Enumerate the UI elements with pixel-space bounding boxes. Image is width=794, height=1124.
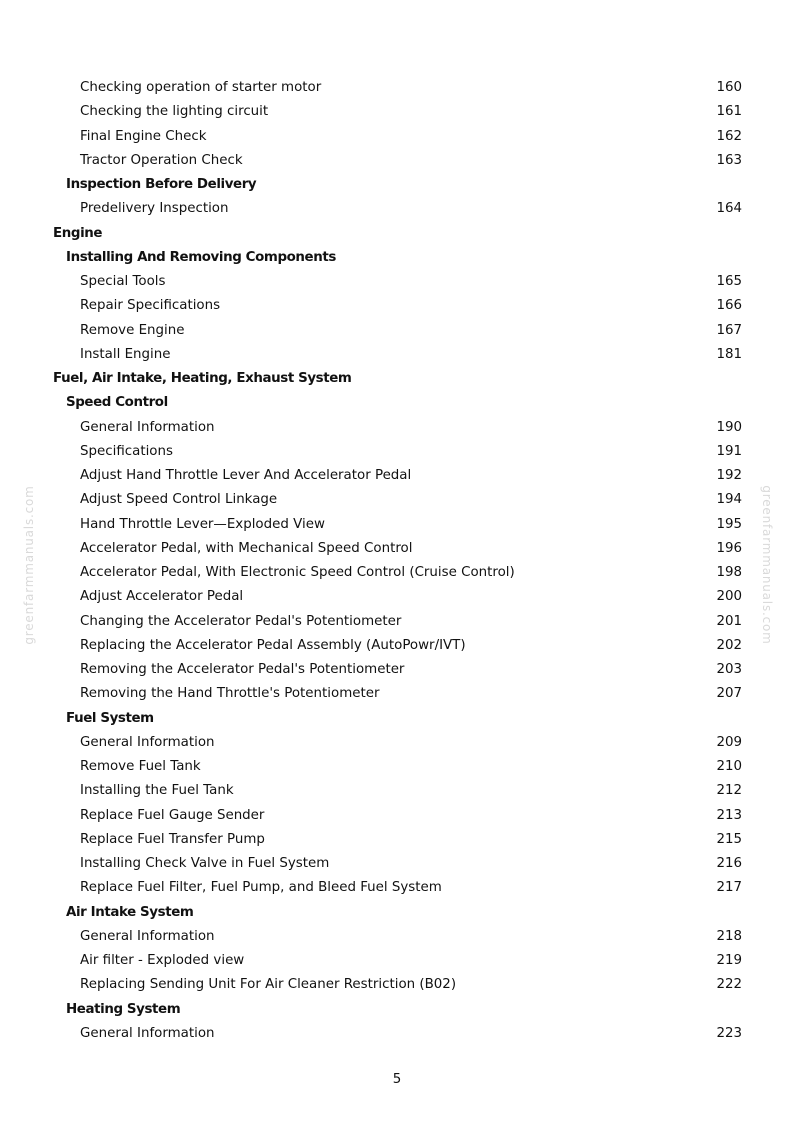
toc-entry-title: General Information (80, 734, 215, 750)
toc-entry-link[interactable] (0, 1022, 794, 1046)
toc-entry-page-number: 163 (716, 152, 742, 168)
toc-entry-page-number: 213 (716, 807, 742, 823)
toc-section-heading (0, 901, 794, 925)
toc-entry-link[interactable] (0, 658, 794, 682)
toc-entry-page-number: 191 (716, 443, 742, 459)
toc-entry-link[interactable] (0, 76, 794, 100)
toc-entry-page-number: 181 (716, 346, 742, 362)
toc-entry-title: Hand Throttle Lever—Exploded View (80, 516, 325, 532)
toc-entry-page-number: 203 (716, 662, 742, 677)
toc-entry-title: Air filter - Exploded view (80, 953, 245, 968)
toc-entry-page-number: 167 (716, 322, 742, 338)
toc-entry-link[interactable] (0, 610, 794, 634)
toc-entry-title: Replacing Sending Unit For Air Cleaner Restriction (B02) (80, 977, 457, 993)
toc-entry-link[interactable] (0, 561, 794, 585)
toc-entry-page-number: 160 (716, 80, 742, 95)
toc-entry-link[interactable] (0, 755, 794, 779)
toc-entry-title: General Information (80, 928, 215, 944)
toc-entry-page-number: 217 (716, 880, 742, 896)
toc-section-heading (0, 173, 794, 197)
toc-entry-title: General Information (80, 1025, 215, 1041)
toc-entry-title: Heating System (66, 1001, 181, 1017)
toc-entry-link[interactable] (0, 440, 794, 464)
toc-entry-title: Replace Fuel Transfer Pump (80, 831, 265, 847)
toc-entry-page-number: 215 (716, 831, 742, 847)
toc-entry-page-number: 195 (716, 516, 742, 532)
toc-entry-link[interactable] (0, 779, 794, 803)
toc-entry-title: Air Intake System (66, 904, 194, 920)
toc-chapter-heading (0, 222, 794, 246)
toc-chapter-heading (0, 367, 794, 391)
toc-entry-link[interactable] (0, 488, 794, 512)
watermark-left: greenfarmmanuals.com (22, 485, 36, 645)
toc-entry-title: Speed Control (66, 395, 168, 411)
toc-entry-title: Removing the Accelerator Pedal's Potentiometer (80, 662, 405, 677)
toc-entry-title: Repair Specifications (80, 298, 221, 314)
toc-section-heading (0, 246, 794, 270)
toc-entry-page-number: 165 (716, 274, 742, 289)
toc-entry-page-number: 192 (716, 468, 742, 483)
toc-entry-title: Tractor Operation Check (80, 152, 243, 168)
toc-entry-page-number: 198 (716, 565, 742, 580)
toc-entry-page-number: 196 (716, 540, 742, 556)
toc-entry-link[interactable] (0, 343, 794, 367)
toc-entry-page-number: 201 (716, 613, 742, 629)
toc-entry-page-number: 212 (716, 783, 742, 799)
toc-entry-page-number: 219 (716, 953, 742, 968)
toc-entry-link[interactable] (0, 682, 794, 706)
toc-entry-page-number: 161 (716, 104, 742, 120)
toc-entry-title: Removing the Hand Throttle's Potentiometer (80, 686, 380, 702)
toc-entry-title: Changing the Accelerator Pedal's Potentiometer (80, 613, 402, 629)
toc-entry-title: Fuel System (66, 710, 154, 726)
toc-entry-title: Installing the Fuel Tank (80, 783, 234, 799)
toc-entry-title: Final Engine Check (80, 128, 207, 144)
toc-entry-link[interactable] (0, 100, 794, 124)
toc-entry-title: Replace Fuel Gauge Sender (80, 807, 265, 823)
toc-entry-title: Remove Fuel Tank (80, 759, 201, 774)
toc-entry-title: Adjust Hand Throttle Lever And Accelerator Pedal (80, 468, 412, 483)
toc-entry-link[interactable] (0, 731, 794, 755)
toc-entry-link[interactable] (0, 925, 794, 949)
toc-entry-title: Checking the lighting circuit (80, 104, 269, 120)
toc-entry-title: Inspection Before Delivery (66, 177, 257, 192)
toc-entry-page-number: 164 (716, 201, 742, 217)
toc-entry-link[interactable] (0, 828, 794, 852)
toc-entry-title: Specifications (80, 443, 173, 459)
toc-entry-link[interactable] (0, 852, 794, 876)
toc-entry-title: Adjust Accelerator Pedal (80, 589, 244, 605)
table-of-contents (0, 76, 794, 1046)
toc-entry-link[interactable] (0, 416, 794, 440)
toc-entry-page-number: 202 (716, 637, 742, 653)
toc-entry-link[interactable] (0, 537, 794, 561)
toc-entry-title: Adjust Speed Control Linkage (80, 492, 278, 508)
toc-entry-link[interactable] (0, 973, 794, 997)
toc-entry-title: Special Tools (80, 274, 166, 289)
toc-entry-page-number: 166 (716, 298, 742, 314)
toc-entry-title: Remove Engine (80, 322, 185, 338)
toc-entry-page-number: 200 (716, 589, 742, 605)
toc-entry-page-number: 194 (716, 492, 742, 508)
toc-entry-link[interactable] (0, 149, 794, 173)
toc-entry-title: Fuel, Air Intake, Heating, Exhaust System (53, 371, 352, 386)
toc-entry-link[interactable] (0, 876, 794, 900)
toc-entry-link[interactable] (0, 294, 794, 318)
toc-entry-title: Predelivery Inspection (80, 201, 229, 217)
toc-entry-link[interactable] (0, 585, 794, 609)
toc-entry-link[interactable] (0, 513, 794, 537)
toc-entry-link[interactable] (0, 319, 794, 343)
toc-entry-page-number: 210 (716, 759, 742, 774)
toc-entry-page-number: 207 (716, 686, 742, 702)
toc-entry-title: Installing And Removing Components (66, 249, 336, 265)
toc-entry-page-number: 218 (716, 928, 742, 944)
toc-entry-link[interactable] (0, 634, 794, 658)
toc-entry-page-number: 162 (716, 128, 742, 144)
toc-entry-title: Replace Fuel Filter, Fuel Pump, and Bleed Fuel System (80, 880, 442, 896)
toc-entry-page-number: 222 (716, 977, 742, 993)
toc-entry-title: Install Engine (80, 346, 171, 362)
toc-entry-page-number: 209 (716, 734, 742, 750)
toc-section-heading (0, 391, 794, 415)
toc-entry-title: Installing Check Valve in Fuel System (80, 856, 330, 871)
toc-section-heading (0, 998, 794, 1022)
toc-entry-title: Accelerator Pedal, with Mechanical Speed Control (80, 540, 413, 556)
toc-section-heading (0, 707, 794, 731)
toc-entry-page-number: 223 (716, 1025, 742, 1041)
toc-entry-title: Accelerator Pedal, With Electronic Speed Control (Cruise Control) (80, 565, 515, 580)
toc-entry-page-number: 216 (716, 856, 742, 871)
toc-entry-page-number: 190 (716, 419, 742, 435)
toc-entry-link[interactable] (0, 464, 794, 488)
toc-entry-link[interactable] (0, 125, 794, 149)
page-number: 5 (392, 1072, 402, 1087)
toc-entry-link[interactable] (0, 804, 794, 828)
toc-entry-link[interactable] (0, 949, 794, 973)
toc-entry-title: General Information (80, 419, 215, 435)
watermark-right: greenfarmmanuals.com (760, 485, 774, 645)
toc-entry-title: Replacing the Accelerator Pedal Assembly (AutoPowr/IVT) (80, 637, 466, 653)
toc-entry-title: Engine (53, 225, 103, 241)
toc-entry-title: Checking operation of starter motor (80, 80, 322, 95)
toc-entry-link[interactable] (0, 270, 794, 294)
toc-entry-link[interactable] (0, 197, 794, 221)
